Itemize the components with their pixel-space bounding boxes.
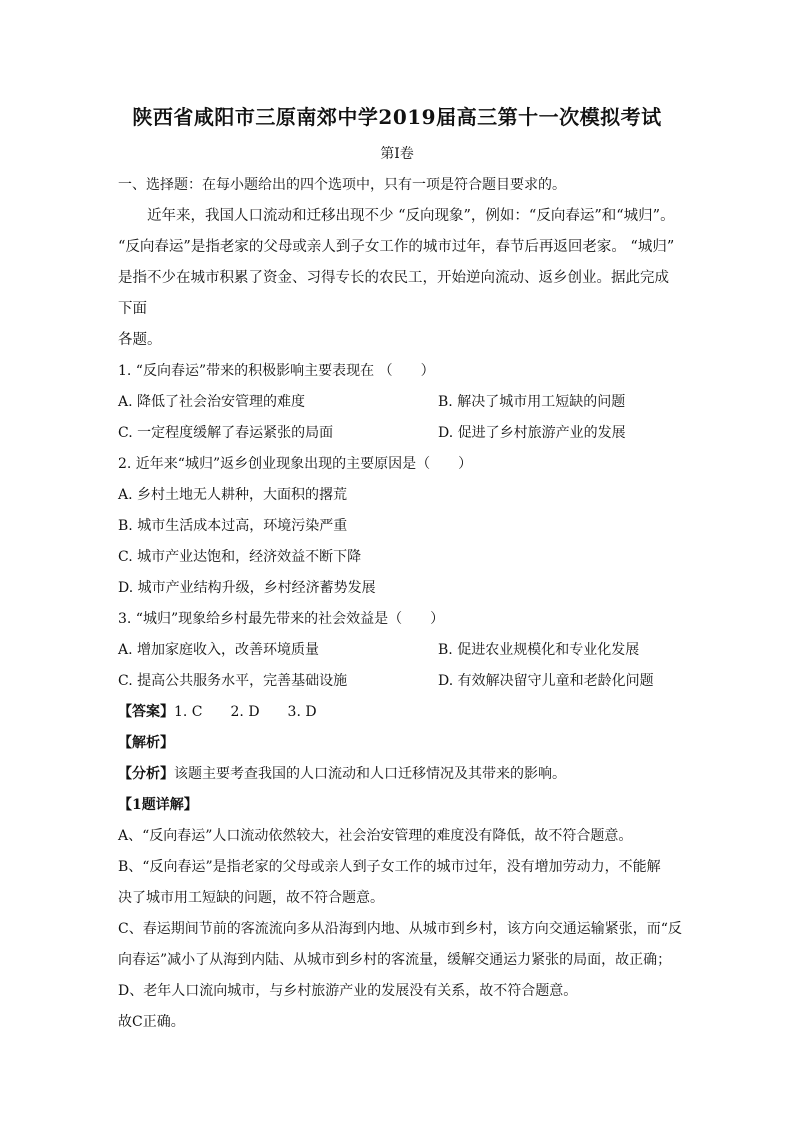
fenxi-line — [118, 759, 676, 790]
option-b: B. 解决了城市用工短缺的问题 — [438, 394, 626, 410]
question-3-options-row — [118, 635, 676, 666]
detail-line: 决了城市用工短缺的问题，故不符合题意。 — [118, 890, 384, 906]
option-a: A. 乡村土地无人耕种，大面积的撂荒 — [118, 487, 348, 503]
page-title: 陕西省咸阳市三原南郊中学2019届高三第十一次模拟考试 — [132, 105, 662, 129]
question-1-options-row — [118, 418, 676, 449]
option-d: D. 有效解决留守儿童和老龄化问题 — [438, 673, 654, 689]
option-c: C. 城市产业达饱和，经济效益不断下降 — [118, 549, 362, 565]
option-d: D. 城市产业结构升级，乡村经济蓄势发展 — [118, 580, 376, 596]
section-heading: 一、选择题：在每小题给出的四个选项中，只有一项是符合题目要求的。 — [118, 177, 566, 193]
answer-text: 1. C 2. D 3. D — [174, 704, 317, 720]
option-d: D. 促进了乡村旅游产业的发展 — [438, 425, 626, 441]
option-b: B. 城市生活成本过高，环境污染严重 — [118, 518, 348, 534]
detail-line: B、“反向春运”是指老家的父母或亲人到子女工作的城市过年，没有增加劳动力，不能解 — [118, 859, 661, 875]
passage-line: 是指不少在城市积累了资金、习得专长的农民工，开始逆向流动、返乡创业。据此完成下面 — [118, 270, 669, 317]
question-2-stem: 2. 近年来“城归”返乡创业现象出现的主要原因是（ ） — [118, 456, 473, 472]
passage-line: “反向春运”是指老家的父母或亲人到子女工作的城市过年，春节后再返回老家。 “城归” — [118, 239, 675, 255]
option-a: A. 降低了社会治安管理的难度 — [118, 394, 306, 410]
detail-label: 【1题详解】 — [118, 797, 198, 813]
passage-line: 各题。 — [118, 332, 162, 348]
volume-label: 第I卷 — [380, 146, 414, 162]
passage-line: 近年来，我国人口流动和迁移出现不少 “反向现象”，例如：“反向春运”和“城归”。 — [147, 208, 675, 224]
question-1-options-row — [118, 387, 676, 418]
option-c: C. 提高公共服务水平，完善基础设施 — [118, 673, 348, 689]
question-3-options-row — [118, 666, 676, 697]
detail-line: 向春运”减小了从海到内陆、从城市到乡村的客流量，缓解交通运力紧张的局面，故正确； — [118, 952, 672, 968]
detail-line: C、春运期间节前的客流流向多从沿海到内地、从城市到乡村，该方向交通运输紧张，而“反 — [118, 921, 682, 937]
question-3-stem: 3. “城归”现象给乡村最先带来的社会效益是（ ） — [118, 611, 445, 627]
question-1-stem: 1. “反向春运”带来的积极影响主要表现在 （ ） — [118, 363, 435, 379]
passage — [118, 201, 676, 356]
detail-line: 故C正确。 — [118, 1014, 185, 1030]
fenxi-label: 【分析】 — [118, 766, 174, 782]
analysis-label: 【解析】 — [118, 735, 174, 751]
answer-line — [118, 697, 676, 728]
option-b: B. 促进农业规模化和专业化发展 — [438, 642, 640, 658]
detail-line: D、老年人口流向城市，与乡村旅游产业的发展没有关系，故不符合题意。 — [118, 983, 578, 999]
detail-line: A、“反向春运”人口流动依然较大，社会治安管理的难度没有降低，故不符合题意。 — [118, 828, 633, 844]
fenxi-text: 该题主要考查我国的人口流动和人口迁移情况及其带来的影响。 — [174, 766, 566, 782]
option-a: A. 增加家庭收入，改善环境质量 — [118, 642, 320, 658]
option-c: C. 一定程度缓解了春运紧张的局面 — [118, 425, 334, 441]
answer-label: 【答案】 — [118, 704, 174, 720]
